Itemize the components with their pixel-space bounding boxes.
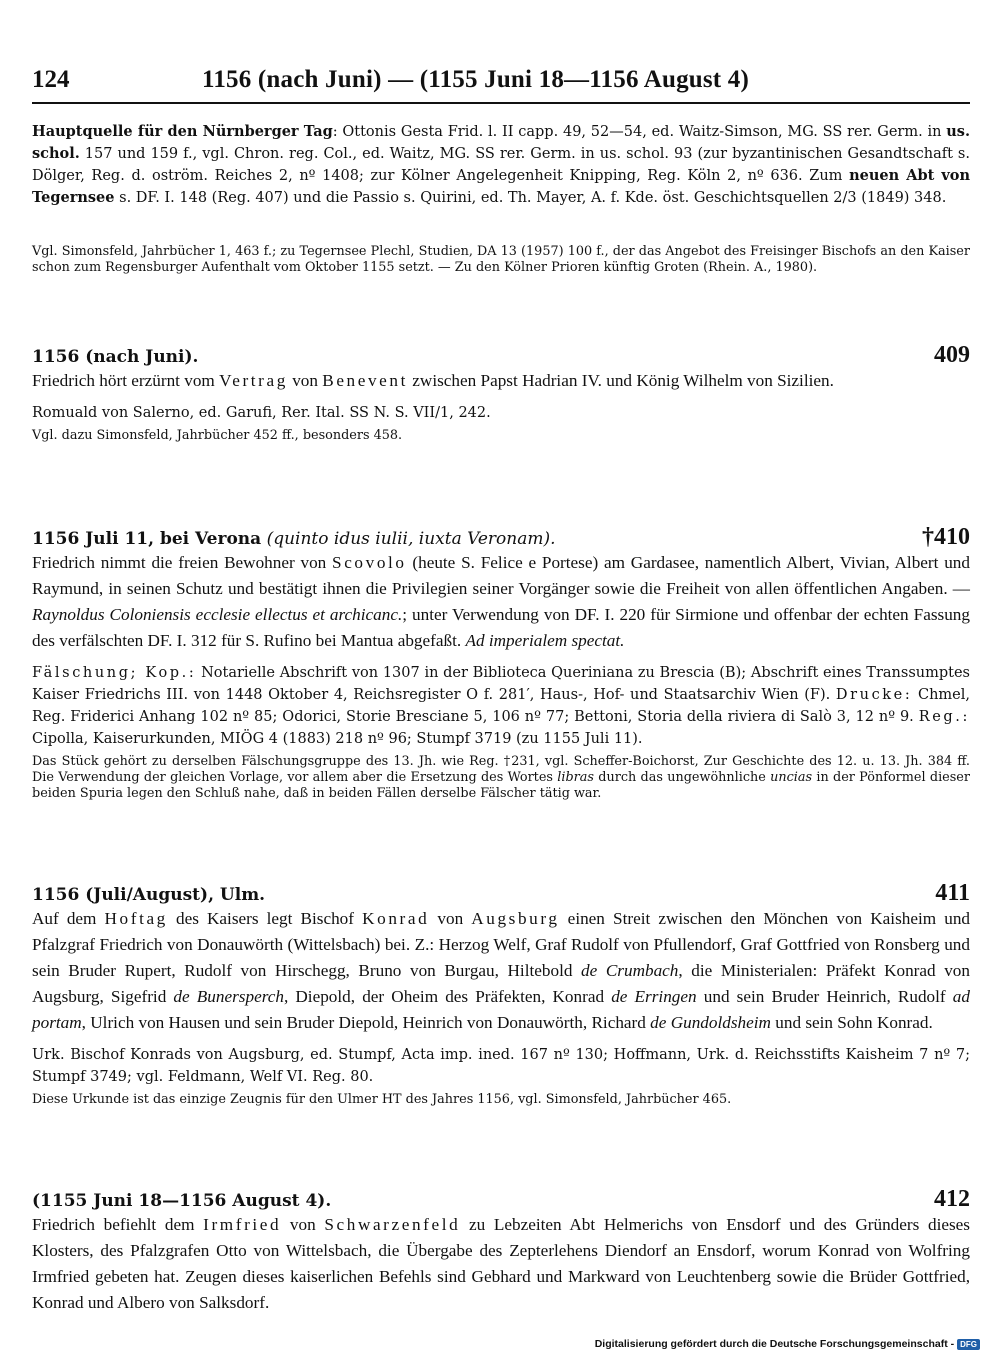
entry-heading	[32, 342, 970, 368]
footer-funding-note	[595, 1338, 980, 1350]
text-run: Drucke:	[835, 687, 913, 703]
entry-number: †410	[922, 524, 970, 550]
text-run: und sein Bruder Heinrich, Rudolf	[696, 987, 953, 1006]
text-run: de Gundoldsheim	[650, 1013, 771, 1032]
entry-410	[32, 524, 970, 802]
text-run: Friedrich hört erzürnt vom	[32, 371, 220, 390]
text-run: 157 und 159 f., vgl. Chron. reg. Col., ed. Waitz, MG. SS rer. Germ. in us. schol. 93 (zur byzantinischen Gesandtschaft s. Dölger, Reg. d. oström. Reiches 2, nº 1408; zur Kölner Angelegenheit Knipping, Reg. Köln 2, nº 636. Zum	[32, 146, 970, 184]
entry-heading	[32, 1186, 970, 1212]
entry-date: (1155 Juni 18—1156 August 4).	[32, 1191, 332, 1211]
entry-body	[32, 550, 970, 654]
text-run: Notarielle Abschrift von 1307 in der Biblioteca Queriniana zu Brescia (B); Abschrift eines Transsumptes Kaiser Friedrichs III. von 1448 Oktober 4, Reichsregister O f. 281′, Haus-, Hof- und Staatsarchiv Wien (F).	[32, 665, 970, 703]
text-run: libras	[557, 770, 594, 785]
text-run: , Ulrich von Hausen und sein Bruder Diepold, Heinrich von Donauwörth, Richard	[81, 1013, 651, 1032]
entry-note	[32, 428, 970, 444]
entry-note	[32, 754, 970, 802]
entry-heading	[32, 524, 970, 550]
intro-sources	[32, 121, 970, 209]
text-run: einen Streit zwischen den Mönchen von Kaisheim und Pfalzgraf Friedrich von Donauwörth (Wittelsbach) bei. Z.: Herzog Welf, Graf Rudolf von Pfullendorf, Graf Gottfried von Ronsberg und sein Bruder Rupert, Rudolf von Hirschegg, Bruno von Burgau, Hiltebold	[32, 909, 971, 980]
entry-number: 412	[934, 1186, 970, 1212]
text-run: Diese Urkunde ist das einzige Zeugnis für den Ulmer HT des Jahres 1156, vgl. Simonsfeld, Jahrbücher 465.	[32, 1092, 732, 1107]
footer-text: Digitalisierung gefördert durch die Deutsche Forschungsgemeinschaft -	[594, 1338, 955, 1350]
text-run: von	[281, 1215, 325, 1234]
text-run: Friedrich befiehlt dem	[32, 1215, 204, 1234]
text-run: Auf dem	[32, 909, 105, 928]
entry-body	[32, 1212, 970, 1316]
text-run: de Bunersperch	[173, 987, 284, 1006]
text-run: Friedrich nimmt die freien Bewohner von	[32, 553, 333, 572]
entry-411	[32, 880, 970, 1108]
entry-body	[32, 368, 970, 394]
text-run: zu Lebzeiten Abt Helmerichs von Ensdorf und des Gründers dieses Klosters, des Pfalzgrafen Otto von Wittelsbach, die Übergabe des Zepterlehens Diendorf an Ensdorf, worum Konrad von Wolfring Irmfried gebeten hat. Zeugen dieses kaiserlichen Befehls sind Gebhard und Markward von Leuchtenberg sowie die Brüder Gottfried, Konrad und Albero von Salksdorf.	[32, 1215, 970, 1312]
entry-number: 409	[934, 342, 970, 368]
text-run: durch das ungewöhnliche	[593, 770, 771, 785]
text-run: in der Pönformel dieser beiden Spuria legen den Schluß nahe, daß in beiden Fällen derselbe Fälscher tätig war.	[32, 770, 970, 801]
entry-sources	[32, 662, 970, 750]
running-head	[32, 66, 970, 104]
text-run: s. DF. I. 148 (Reg. 407) und die Passio s. Quirini, ed. Th. Mayer, A. f. Kde. öst. Geschichtsquellen 2/3 (1849) 348.	[114, 190, 947, 206]
text-run: ad portam	[32, 987, 970, 1032]
entry-body	[32, 906, 970, 1036]
text-run: Romuald von Salerno, ed. Garufi, Rer. Ital. SS N. S. VII/1, 242.	[32, 405, 491, 421]
text-run: Scovolo	[332, 553, 407, 572]
entry-409	[32, 342, 970, 444]
text-run: de Erringen	[611, 987, 697, 1006]
text-run: neuen Abt von Tegernsee	[32, 167, 970, 206]
text-run: Schwarzenfeld	[324, 1215, 461, 1234]
entry-note	[32, 1092, 970, 1108]
text-run: Konrad	[362, 909, 430, 928]
entry-date: 1156 (nach Juni).	[32, 347, 199, 367]
text-run: ; unter Verwendung von DF. I. 220 für Sirmione und offenbar der echten Fassung des verfälschten DF. I. 312 für S. Rufino bei Mantua abgefaßt.	[32, 605, 970, 650]
text-run: Chmel, Reg. Friderici Anhang 102 nº 85; Odorici, Storie Bresciane 5, 106 nº 77; Bettoni, Storia della riviera di Salò 3, 12 nº 9.	[32, 687, 971, 725]
text-run: des Kaisers legt Bischof	[167, 909, 363, 928]
entry-sources	[32, 402, 970, 424]
text-run: Vgl. dazu Simonsfeld, Jahrbücher 452 ff., besonders 458.	[32, 428, 403, 443]
text-run: von	[429, 909, 472, 928]
entry-date: 1156 Juli 11, bei Verona (quinto idus iulii, iuxta Veronam).	[32, 529, 556, 549]
text-run: Cipolla, Kaiserurkunden, MIÖG 4 (1883) 218 nº 96; Stumpf 3719 (zu 1155 Juli 11).	[32, 731, 643, 747]
text-run: Reg.:	[918, 709, 970, 725]
text-run: Hoftag	[104, 909, 168, 928]
text-run: : Ottonis Gesta Frid. l. II capp. 49, 52—54, ed. Waitz-Simson, MG. SS rer. Germ. in	[332, 124, 947, 140]
entry-heading	[32, 880, 970, 906]
page-number: 124	[32, 66, 70, 93]
text-run: Irmfried	[203, 1215, 282, 1234]
entry-number: 411	[935, 880, 970, 906]
running-title: 1156 (nach Juni) — (1155 Juni 18—1156 August 4)	[202, 66, 750, 93]
text-run: us. schol.	[32, 123, 971, 162]
text-run: Das Stück gehört zu derselben Fälschungsgruppe des 13. Jh. wie Reg. †231, vgl. Scheffer-Boichorst, Zur Geschichte des 12. u. 13. Jh. 384 ff. Die Verwendung der gleichen Vorlage, vor allem aber die Ersetzung des Wortes	[32, 754, 970, 785]
text-run: Urk. Bischof Konrads von Augsburg, ed. Stumpf, Acta imp. ined. 167 nº 130; Hoffmann, Urk. d. Reichsstifts Kaisheim 7 nº 7; Stumpf 3749; vgl. Feldmann, Welf VI. Reg. 80.	[32, 1047, 970, 1085]
text-run: Augsburg	[471, 909, 560, 928]
text-run: Benevent	[322, 371, 408, 390]
text-run: Ad imperialem spectat.	[465, 631, 625, 650]
text-run: Hauptquelle für den Nürnberger Tag	[32, 123, 333, 140]
text-run: de Crumbach	[581, 961, 679, 980]
text-run: , Diepold, der Oheim des Präfekten, Konrad	[283, 987, 612, 1006]
text-run: (heute S. Felice e Portese) am Gardasee, namentlich Albert, Vivian, Albert und Raymund, in seinen Schutz und bestätigt ihnen die Privilegien seiner Vorgänger sowie die Freiheit von allen öffentlichen Angaben. —	[32, 553, 970, 598]
text-run: uncias	[770, 770, 813, 785]
text-run: Vertrag	[219, 371, 288, 390]
entry-412	[32, 1186, 970, 1316]
intro-note: Vgl. Simonsfeld, Jahrbücher 1, 463 f.; zu Tegernsee Plechl, Studien, DA 13 (1957) 100 f., der das Angebot des Freisinger Bischofs an den Kaiser schon zum Regensburger Aufenthalt vom Oktober 1155 setzt. — Zu den Kölner Prioren künftig Groten (Rhein. A., 1980).	[32, 244, 970, 275]
dfg-logo: DFG	[957, 1339, 980, 1350]
text-run: , die Ministerialen: Präfekt Konrad von Augsburg, Sigefrid	[32, 961, 970, 1006]
text-run: von	[287, 371, 323, 390]
text-run: zwischen Papst Hadrian IV. und König Wilhelm von Sizilien.	[407, 371, 834, 390]
text-run: Raynoldus Coloniensis ecclesie ellectus et archicanc.	[32, 605, 403, 624]
text-run: Fälschung; Kop.:	[32, 665, 197, 681]
entry-date: 1156 (Juli/August), Ulm.	[32, 885, 266, 905]
text-run: und sein Sohn Konrad.	[770, 1013, 933, 1032]
entry-sources	[32, 1044, 970, 1088]
